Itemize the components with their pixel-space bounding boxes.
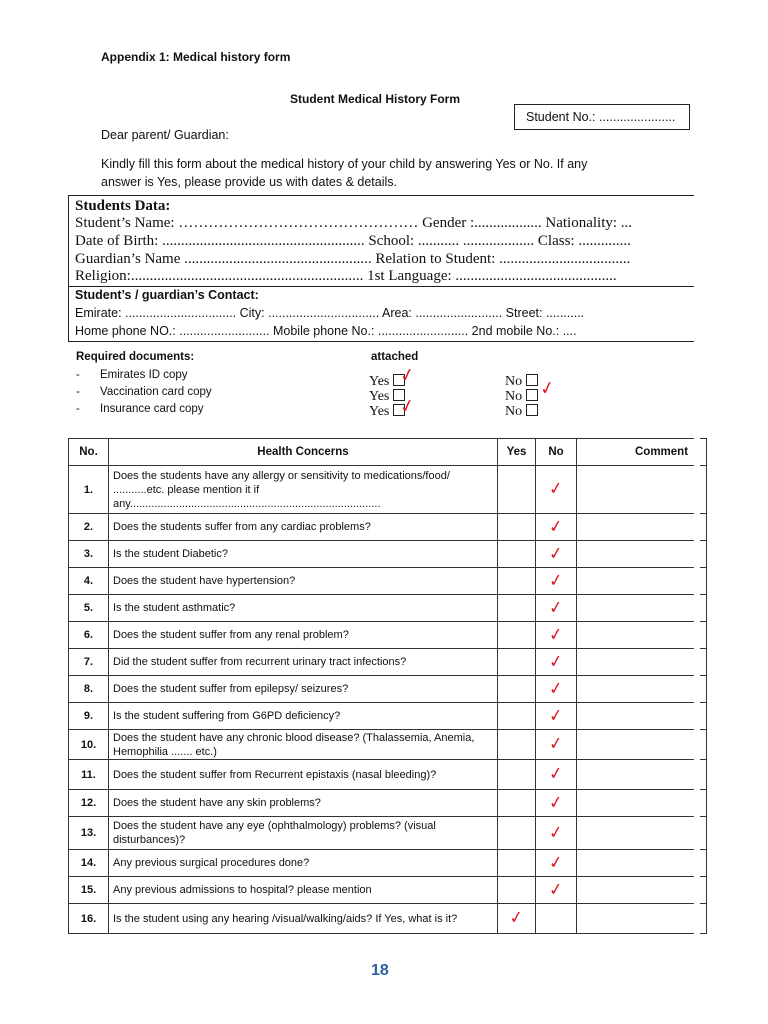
guardian-name-line[interactable]: Guardian’s Name .................................................. Relation to Student: ................................... [75, 251, 631, 267]
checkbox-icon[interactable] [526, 404, 538, 416]
table-row [69, 790, 707, 817]
comments-cell[interactable] [577, 790, 707, 817]
health-question: Does the students suffer from any cardiac problems? [109, 514, 498, 541]
doc-yes-option[interactable]: Yes [369, 374, 405, 390]
yes-cell[interactable] [498, 568, 536, 595]
comments-cell[interactable] [577, 568, 707, 595]
table-row [69, 877, 707, 904]
appendix-title: Appendix 1: Medical history form [101, 50, 291, 64]
no-cell[interactable] [536, 790, 577, 817]
tick-icon: ✓ [507, 907, 525, 929]
data-box-divider [68, 286, 694, 287]
tick-icon: ✓ [547, 623, 565, 646]
health-question: Any previous surgical procedures done? [109, 850, 498, 877]
attached-label: attached [371, 351, 419, 363]
yes-cell[interactable] [498, 622, 536, 649]
tick-icon: ✓ [547, 677, 565, 700]
table-row [69, 514, 707, 541]
no-cell[interactable] [536, 622, 577, 649]
yes-cell[interactable] [498, 730, 536, 760]
required-documents-heading: Required documents: [76, 351, 195, 363]
date-of-birth-line[interactable]: Date of Birth: ...................................................... School: ........... ................... Class: .............. [75, 233, 631, 249]
col-header-no-answer: No [536, 439, 577, 466]
no-cell[interactable] [536, 466, 577, 514]
tick-icon: ✓ [547, 515, 565, 538]
doc-insurance-label: Insurance card copy [100, 403, 204, 415]
table-row [69, 676, 707, 703]
no-cell[interactable] [536, 730, 577, 760]
health-question: Does the student have any skin problems? [109, 790, 498, 817]
table-row [69, 760, 707, 790]
no-cell[interactable] [536, 541, 577, 568]
health-concerns-table [68, 438, 707, 934]
table-row [69, 568, 707, 595]
tick-icon: ✓ [547, 763, 565, 785]
no-cell[interactable] [536, 760, 577, 790]
col-header-no: No. [69, 439, 109, 466]
contact-heading: Student’s / guardian’s Contact: [75, 288, 259, 302]
table-row [69, 904, 707, 934]
yes-cell[interactable] [498, 850, 536, 877]
table-row [69, 817, 707, 850]
no-cell[interactable] [536, 649, 577, 676]
yes-cell[interactable] [498, 541, 536, 568]
row-number: 2. [69, 514, 109, 541]
row-number: 12. [69, 790, 109, 817]
health-question: Does the student have any chronic blood disease? (Thalassemia, Anemia, Hemophilia ....... etc.) [109, 730, 498, 760]
intro-line-1: Kindly fill this form about the medical history of your child by answering Yes or No. If any [101, 157, 588, 171]
doc-emirates-id-label: Emirates ID copy [100, 369, 188, 381]
student-no-label: Student No.: ...................... [526, 110, 676, 124]
yes-cell[interactable] [498, 649, 536, 676]
comments-cell[interactable] [577, 514, 707, 541]
row-number: 8. [69, 676, 109, 703]
doc-bullet: - [76, 403, 80, 415]
yes-cell[interactable] [498, 595, 536, 622]
table-row [69, 730, 707, 760]
health-question: Is the student Diabetic? [109, 541, 498, 568]
tick-icon: ✓ [397, 394, 418, 419]
tick-icon: ✓ [547, 596, 565, 619]
comments-cell[interactable] [577, 730, 707, 760]
no-cell[interactable] [536, 904, 577, 934]
health-question: Does the student have hypertension? [109, 568, 498, 595]
row-number: 9. [69, 703, 109, 730]
yes-cell[interactable] [498, 904, 536, 934]
doc-no-option[interactable]: No [505, 374, 538, 390]
no-cell[interactable] [536, 676, 577, 703]
col-header-yes: Yes [498, 439, 536, 466]
intro-line-2: answer is Yes, please provide us with dates & details. [101, 175, 398, 189]
doc-no-option[interactable]: No [505, 389, 538, 405]
doc-yes-option[interactable]: Yes [369, 404, 405, 420]
tick-icon: ✓ [547, 851, 565, 874]
doc-yes-option[interactable]: Yes [369, 389, 405, 405]
row-number: 11. [69, 760, 109, 790]
tick-icon: ✓ [547, 733, 565, 755]
table-header-row [69, 439, 707, 466]
health-question: Is the student suffering from G6PD deficiency? [109, 703, 498, 730]
col-header-comments: Comment [577, 439, 707, 466]
students-name-line[interactable]: Student’s Name: ………………………………………… Gender :.................. Nationality: ... [75, 215, 633, 231]
comments-cell[interactable] [577, 817, 707, 850]
no-cell[interactable] [536, 514, 577, 541]
row-number: 14. [69, 850, 109, 877]
yes-cell[interactable] [498, 817, 536, 850]
doc-no-option[interactable]: No [505, 404, 538, 420]
yes-cell[interactable] [498, 790, 536, 817]
page-edge [694, 436, 700, 936]
table-row [69, 541, 707, 568]
tick-icon: ✓ [547, 478, 565, 500]
table-row [69, 622, 707, 649]
doc-bullet: - [76, 386, 80, 398]
students-data-heading: Students Data: [75, 198, 171, 214]
yes-cell[interactable] [498, 514, 536, 541]
doc-bullet: - [76, 369, 80, 381]
comments-cell[interactable] [577, 649, 707, 676]
comments-cell[interactable] [577, 850, 707, 877]
comments-cell[interactable] [577, 466, 707, 514]
health-question: Did the student suffer from recurrent urinary tract infections? [109, 649, 498, 676]
row-number: 13. [69, 817, 109, 850]
checkbox-icon[interactable] [526, 374, 538, 386]
tick-icon: ✓ [547, 821, 565, 844]
table-row [69, 703, 707, 730]
tick-icon: ✓ [547, 704, 565, 727]
comments-cell[interactable] [577, 877, 707, 904]
students-data-box [68, 195, 694, 342]
health-question: Does the student have any eye (ophthalmology) problems? (visual disturbances)? [109, 817, 498, 850]
yes-cell[interactable] [498, 466, 536, 514]
tick-icon: ✓ [537, 376, 558, 401]
comments-cell[interactable] [577, 676, 707, 703]
comments-cell[interactable] [577, 595, 707, 622]
health-question: Is the student asthmatic? [109, 595, 498, 622]
tick-icon: ✓ [547, 791, 565, 814]
row-number: 3. [69, 541, 109, 568]
table-row [69, 595, 707, 622]
row-number: 5. [69, 595, 109, 622]
comments-cell[interactable] [577, 703, 707, 730]
contact-line-1[interactable]: Emirate: ................................ City: ................................ Area: ......................... Street: ........... [75, 306, 585, 320]
health-question: Does the students have any allergy or sensitivity to medications/food/ ...........etc. please mention it if any.................................................................................. [109, 466, 498, 514]
health-question: Does the student suffer from Recurrent epistaxis (nasal bleeding)? [109, 760, 498, 790]
tick-icon: ✓ [547, 650, 565, 673]
no-cell[interactable] [536, 877, 577, 904]
tick-icon: ✓ [547, 878, 565, 901]
doc-vaccination-label: Vaccination card copy [100, 386, 212, 398]
greeting: Dear parent/ Guardian: [101, 128, 229, 142]
tick-icon: ✓ [547, 542, 565, 565]
yes-cell[interactable] [498, 676, 536, 703]
col-header-concern: Health Concerns [109, 439, 498, 466]
yes-cell[interactable] [498, 703, 536, 730]
comments-cell[interactable] [577, 760, 707, 790]
tick-icon: ✓ [547, 569, 565, 592]
comments-cell[interactable] [577, 541, 707, 568]
health-question: Any previous admissions to hospital? please mention [109, 877, 498, 904]
row-number: 15. [69, 877, 109, 904]
row-number: 1. [69, 466, 109, 514]
no-cell[interactable] [536, 703, 577, 730]
row-number: 16. [69, 904, 109, 934]
no-cell[interactable] [536, 850, 577, 877]
table-row [69, 850, 707, 877]
form-title: Student Medical History Form [290, 92, 461, 106]
yes-cell[interactable] [498, 760, 536, 790]
no-cell[interactable] [536, 568, 577, 595]
page-number: 18 [371, 962, 389, 979]
no-cell[interactable] [536, 817, 577, 850]
yes-cell[interactable] [498, 877, 536, 904]
health-question: Does the student suffer from any renal problem? [109, 622, 498, 649]
health-question: Is the student using any hearing /visual/walking/aids? If Yes, what is it? [109, 904, 498, 934]
row-number: 4. [69, 568, 109, 595]
checkbox-icon[interactable] [526, 389, 538, 401]
contact-line-2[interactable]: Home phone NO.: .......................... Mobile phone No.: .......................... 2nd mobile No.: .... [75, 324, 577, 338]
comments-cell[interactable] [577, 622, 707, 649]
religion-line[interactable]: Religion:.............................................................. 1st Language: ........................................... [75, 268, 617, 284]
row-number: 10. [69, 730, 109, 760]
no-cell[interactable] [536, 595, 577, 622]
row-number: 6. [69, 622, 109, 649]
row-number: 7. [69, 649, 109, 676]
health-question: Does the student suffer from epilepsy/ seizures? [109, 676, 498, 703]
comments-cell[interactable] [577, 904, 707, 934]
table-row [69, 649, 707, 676]
table-row [69, 466, 707, 514]
tick-icon: ✓ [397, 363, 418, 388]
